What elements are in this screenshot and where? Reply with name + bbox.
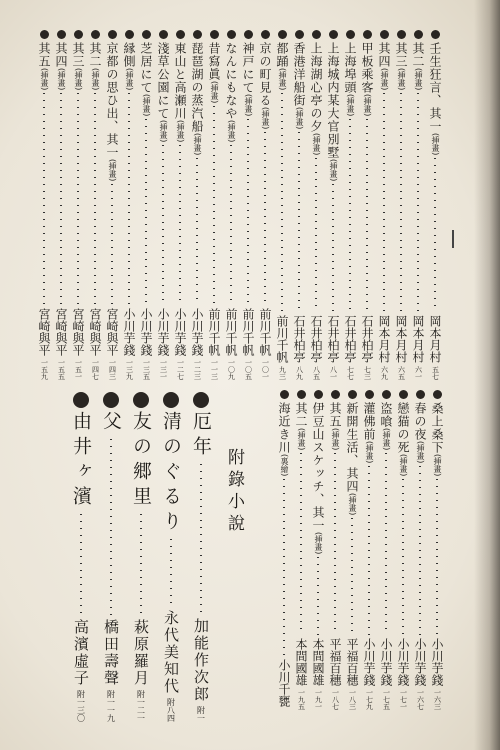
entry-page-number: 一八七	[331, 689, 340, 710]
entry-page-number: 一四三	[108, 359, 117, 380]
leader-dots	[298, 132, 300, 312]
entry-note: (挿畫)	[74, 68, 83, 91]
entry-author: 宮崎與平	[54, 308, 68, 356]
illustration-entry	[411, 30, 425, 380]
entry-page-number: 一七一	[399, 689, 408, 710]
entry-page-number: 一〇九	[227, 359, 236, 380]
entry-author: 石井柏亭	[326, 315, 340, 363]
entry-page-number: 一八三	[348, 689, 357, 710]
entry-author: 宮崎與平	[105, 308, 119, 356]
bullet-mark-icon	[416, 390, 425, 399]
leader-dots	[351, 518, 353, 635]
bullet-mark-icon	[40, 30, 49, 39]
leader-dots	[179, 145, 181, 305]
leader-dots	[94, 93, 96, 305]
entry-title: 甲板乘客	[360, 42, 374, 94]
entry-author: 小川芋錢	[139, 308, 153, 356]
entry-note: (挿畫)	[312, 133, 321, 156]
bullet-mark-icon	[380, 30, 389, 39]
entry-title: 上海湖心亭の夕	[309, 42, 323, 133]
entry-author: 永代美知代	[162, 610, 180, 695]
entry-author: 宮崎與平	[37, 308, 51, 356]
leader-dots	[419, 466, 421, 635]
entry-title: 淺草公園にて	[156, 42, 170, 120]
entry-page-number: 附一二一	[136, 690, 146, 722]
entry-title: 海近き川	[277, 402, 291, 454]
entry-note: (挿畫)	[91, 68, 100, 91]
bullet-mark-icon	[314, 390, 323, 399]
entry-author: 平福百穗	[345, 638, 359, 686]
entry-title: 其五	[37, 42, 51, 68]
illustration-entry	[122, 30, 136, 380]
leader-dots	[145, 119, 147, 305]
entry-page-number: 附一一九	[106, 690, 116, 722]
entry-title: 其二	[88, 42, 102, 68]
entry-note: (挿畫)	[108, 159, 117, 182]
entry-note: (挿畫)	[433, 454, 442, 477]
entry-note: (挿畫)	[193, 133, 202, 156]
entry-page-number: 一三一	[159, 359, 168, 380]
illustration-entry	[258, 30, 272, 380]
entry-note: (挿畫)	[278, 68, 287, 91]
entry-author: 小川千甕	[277, 659, 291, 707]
bullet-mark-icon	[193, 30, 202, 39]
entry-page-number: 一三九	[125, 359, 134, 380]
entry-note: (挿畫)	[244, 94, 253, 117]
illustration-entry	[224, 30, 238, 380]
leader-dots	[317, 557, 319, 635]
illustration-entry	[428, 30, 442, 380]
appendix-novel-entry	[160, 392, 182, 722]
leader-dots	[80, 514, 82, 616]
leader-dots	[315, 158, 317, 312]
leader-dots	[110, 439, 112, 616]
entry-page-number: 六五	[397, 366, 406, 380]
entry-author: 前川千帆	[241, 308, 255, 356]
leader-dots	[264, 132, 266, 305]
entry-page-number: 一三五	[142, 359, 151, 380]
bullet-mark-icon	[108, 30, 117, 39]
entry-author: 岡本月村	[377, 315, 391, 363]
illustration-entry	[156, 30, 170, 380]
entry-page-number: 六一	[414, 366, 423, 380]
entry-page-number: 一六三	[433, 689, 442, 710]
leader-dots	[196, 158, 198, 305]
illustration-entry	[71, 30, 85, 380]
entry-title: 灌佛前	[362, 402, 376, 441]
entry-page-number: 五七	[431, 366, 440, 380]
entry-note: (挿畫)	[346, 94, 355, 117]
entry-author: 石井柏亭	[360, 315, 374, 363]
entry-author: 高濱虛子	[72, 619, 90, 687]
entry-author: 宮崎與平	[71, 308, 85, 356]
bullet-mark-icon	[414, 30, 423, 39]
entry-note: (挿畫)	[261, 107, 270, 130]
bullet-mark-icon	[244, 30, 253, 39]
leader-dots	[434, 158, 436, 312]
entry-author: 岡本月村	[411, 315, 425, 363]
entry-author: 石井柏亭	[309, 315, 323, 363]
leader-dots	[349, 119, 351, 312]
illustration-entry	[377, 30, 391, 380]
entry-title: 盗喰	[379, 402, 393, 428]
illustration-entry	[54, 30, 68, 380]
entry-title: 都踊	[275, 42, 289, 68]
entry-title: 上海城内某大官別墅	[326, 42, 340, 159]
bullet-mark-icon	[399, 390, 408, 399]
entry-note: (挿畫)	[57, 68, 66, 91]
entry-author: 石井柏亭	[292, 315, 306, 363]
entry-author: 小川芋錢	[396, 638, 410, 686]
margin-mark	[452, 230, 454, 248]
entry-author: 小川芋錢	[190, 308, 204, 356]
illustration-entry	[343, 30, 357, 380]
entry-author: 小川芋錢	[430, 638, 444, 686]
illustration-entry	[360, 30, 374, 380]
leader-dots	[300, 453, 302, 635]
entry-page-number: 六九	[380, 366, 389, 380]
illustration-entry	[190, 30, 204, 380]
leader-dots	[366, 119, 368, 312]
bullet-mark-icon	[431, 30, 440, 39]
entry-note: (挿畫)	[348, 493, 357, 516]
entry-author: 岡本月村	[428, 315, 442, 363]
entry-title: 戀猫の死	[396, 402, 410, 454]
leader-dots	[43, 93, 45, 305]
entry-page-number: 八九	[295, 366, 304, 380]
illustration-entry	[362, 390, 376, 710]
illustration-entry	[277, 390, 291, 710]
entry-title: 京都の思ひ出、其一	[105, 42, 119, 159]
entry-author: 橋田壽聲	[102, 619, 120, 687]
entry-page-number: 八一	[329, 366, 338, 380]
entry-note: (挿畫)	[416, 441, 425, 464]
entry-note: (挿畫)	[414, 68, 423, 91]
entry-title: 父	[100, 411, 122, 436]
entry-title: 其四	[377, 42, 391, 68]
illustration-entry	[396, 390, 410, 710]
entry-author: 前川千帆	[258, 308, 272, 356]
entry-note: (挿畫)	[227, 120, 236, 143]
illustration-entry	[311, 390, 325, 710]
entry-title: 其五	[328, 402, 342, 428]
appendix-novel-entry	[190, 392, 212, 722]
entry-page-number: 一五五	[57, 359, 66, 380]
entry-title: 縁側	[122, 42, 136, 68]
entry-title: 新開生活、其四	[345, 402, 359, 493]
leader-dots	[383, 93, 385, 312]
entry-page-number: 一一三	[210, 359, 219, 380]
entry-title: なんにもなや	[224, 42, 238, 120]
entry-page-number: 一九五	[297, 689, 306, 710]
illustration-entry	[105, 30, 119, 380]
appendix-novel-entry	[130, 392, 152, 722]
entry-note: (挿畫)	[314, 532, 323, 555]
leader-dots	[77, 93, 79, 305]
entry-title: 由井ヶ濱	[70, 411, 92, 511]
entry-note: (挿畫)	[125, 68, 134, 91]
leader-dots	[400, 93, 402, 312]
entry-page-number: 九三	[278, 366, 287, 380]
entry-author: 前川千帆	[275, 315, 289, 363]
entry-note: (挿畫)	[176, 120, 185, 143]
entry-note: (挿畫)	[210, 81, 219, 104]
entry-title: 友の郷里	[130, 411, 152, 511]
leader-dots	[140, 514, 142, 616]
bullet-mark-icon	[329, 30, 338, 39]
leader-dots	[368, 466, 370, 635]
entry-author: 小川芋錢	[156, 308, 170, 356]
entry-title: 東山と高瀬川	[173, 42, 187, 120]
illustration-entry	[294, 390, 308, 710]
entry-author: 加能作次郎	[192, 618, 210, 703]
illustration-entry	[326, 30, 340, 380]
entry-title: 芝居にて	[139, 42, 153, 94]
bullet-mark-icon	[133, 392, 149, 408]
leader-dots	[436, 479, 438, 635]
bullet-mark-icon	[261, 30, 270, 39]
entry-author: 萩原羅月	[132, 619, 150, 687]
entry-author: 宮崎與平	[88, 308, 102, 356]
appendix-section-title: 附錄小說	[224, 448, 244, 536]
illustration-entry	[139, 30, 153, 380]
entry-author: 本間國雄	[311, 638, 325, 686]
illustration-entry	[173, 30, 187, 380]
entry-note: (挿畫)	[159, 120, 168, 143]
entry-note: (挿畫)	[380, 68, 389, 91]
entry-page-number: 一九一	[314, 689, 323, 710]
entry-title: 其三	[71, 42, 85, 68]
illustration-entry	[413, 390, 427, 710]
entry-page-number: 附一	[196, 706, 206, 722]
bullet-mark-icon	[176, 30, 185, 39]
entry-note: (裏繪)	[280, 454, 289, 477]
leader-dots	[162, 145, 164, 305]
entry-author: 岡本月村	[394, 315, 408, 363]
entry-author: 小川芋錢	[362, 638, 376, 686]
entry-author: 石井柏亭	[343, 315, 357, 363]
entry-title: 厄年	[190, 411, 212, 461]
entry-page-number: 八五	[312, 366, 321, 380]
bullet-mark-icon	[397, 30, 406, 39]
entry-note: (挿畫)	[365, 441, 374, 464]
bullet-mark-icon	[348, 390, 357, 399]
bullet-mark-icon	[312, 30, 321, 39]
illustration-entry	[37, 30, 51, 380]
bullet-mark-icon	[125, 30, 134, 39]
leader-dots	[332, 184, 334, 312]
bullet-mark-icon	[193, 392, 209, 408]
entry-note: (挿畫)	[382, 428, 391, 451]
leader-dots	[128, 93, 130, 305]
entry-author: 前川千帆	[207, 308, 221, 356]
bullet-mark-icon	[210, 30, 219, 39]
bullet-mark-icon	[73, 392, 89, 408]
illustration-entry	[275, 30, 289, 380]
bullet-mark-icon	[331, 390, 340, 399]
entry-note: (挿畫)	[363, 94, 372, 117]
entry-title: 香港洋船街	[292, 42, 306, 107]
illustration-entry	[328, 390, 342, 710]
entry-page-number: 一〇五	[244, 359, 253, 380]
bullet-mark-icon	[57, 30, 66, 39]
appendix-novel-entry	[100, 392, 122, 722]
entry-page-number: 一六七	[416, 689, 425, 710]
bullet-mark-icon	[103, 392, 119, 408]
bullet-mark-icon	[295, 30, 304, 39]
entry-title: 其二	[411, 42, 425, 68]
leader-dots	[281, 93, 283, 312]
entry-title: 其三	[394, 42, 408, 68]
entry-page-number: 一七九	[365, 689, 374, 710]
entry-note: (挿畫)	[40, 68, 49, 91]
entry-title: 清のぐるり	[160, 411, 182, 536]
entry-page-number: 一五一	[74, 359, 83, 380]
bullet-mark-icon	[91, 30, 100, 39]
entry-title: 春の夜	[413, 402, 427, 441]
entry-page-number: 附八四	[166, 698, 176, 722]
entry-note: (挿畫)	[397, 68, 406, 91]
entry-author: 小川芋錢	[379, 638, 393, 686]
entry-page-number: 一二七	[176, 359, 185, 380]
entry-title: 琵琶湖の蒸汽船	[190, 42, 204, 133]
bullet-mark-icon	[227, 30, 236, 39]
leader-dots	[111, 184, 113, 305]
entry-note: (挿畫)	[399, 454, 408, 477]
leader-dots	[334, 453, 336, 635]
bullet-mark-icon	[163, 392, 179, 408]
entry-note: (挿畫)	[295, 107, 304, 130]
bullet-mark-icon	[433, 390, 442, 399]
entry-note: (挿畫)	[431, 133, 440, 156]
leader-dots	[213, 106, 215, 305]
bullet-mark-icon	[142, 30, 151, 39]
bullet-mark-icon	[363, 30, 372, 39]
entry-title: 其四	[54, 42, 68, 68]
bullet-mark-icon	[278, 30, 287, 39]
illustration-entry	[379, 390, 393, 710]
bullet-mark-icon	[159, 30, 168, 39]
entry-title: 其二	[294, 402, 308, 428]
leader-dots	[402, 479, 404, 635]
entry-page-number: 一〇一	[261, 359, 270, 380]
leader-dots	[247, 119, 249, 305]
entry-title: 壬生狂言、其一	[428, 42, 442, 133]
illustration-entry	[345, 390, 359, 710]
leader-dots	[283, 479, 285, 656]
entry-page-number: 一五九	[40, 359, 49, 380]
bullet-mark-icon	[280, 390, 289, 399]
bullet-mark-icon	[365, 390, 374, 399]
entry-note: (挿畫)	[297, 428, 306, 451]
entry-page-number: 附一三〇	[76, 690, 86, 722]
entry-author: 平福百穗	[328, 638, 342, 686]
illustration-entry	[207, 30, 221, 380]
leader-dots	[417, 93, 419, 312]
entry-author: 本間國雄	[294, 638, 308, 686]
illustration-entry	[241, 30, 255, 380]
entry-page-number: 七七	[346, 366, 355, 380]
leader-dots	[200, 464, 202, 615]
bullet-mark-icon	[346, 30, 355, 39]
entry-author: 前川千帆	[224, 308, 238, 356]
entry-title: 上海埠頭	[343, 42, 357, 94]
entry-title: 昔寫眞	[207, 42, 221, 81]
illustration-entry	[309, 30, 323, 380]
entry-author: 小川芋錢	[173, 308, 187, 356]
entry-note: (挿畫)	[331, 428, 340, 451]
entry-note: (挿畫)	[142, 94, 151, 117]
entry-title: 京の町見る	[258, 42, 272, 107]
entry-page-number: 一七五	[382, 689, 391, 710]
appendix-novel-entry	[70, 392, 92, 722]
illustration-entry	[88, 30, 102, 380]
entry-title: 桑上桑下	[430, 402, 444, 454]
illustration-entry	[292, 30, 306, 380]
bullet-mark-icon	[297, 390, 306, 399]
entry-title: 伊豆山スケッチ、其一	[311, 402, 325, 532]
illustration-entry	[394, 30, 408, 380]
illustration-entry	[430, 390, 444, 710]
entry-page-number: 七三	[363, 366, 372, 380]
entry-title: 神戸にて	[241, 42, 255, 94]
leader-dots	[170, 539, 172, 607]
book-spine-shadow	[474, 0, 500, 750]
entry-page-number: 一二三	[193, 359, 202, 380]
entry-author: 小川芋錢	[122, 308, 136, 356]
leader-dots	[230, 145, 232, 305]
entry-page-number: 一四七	[91, 359, 100, 380]
leader-dots	[60, 93, 62, 305]
bullet-mark-icon	[382, 390, 391, 399]
bullet-mark-icon	[74, 30, 83, 39]
entry-author: 小川芋錢	[413, 638, 427, 686]
entry-note: (挿畫)	[329, 159, 338, 182]
leader-dots	[385, 453, 387, 635]
